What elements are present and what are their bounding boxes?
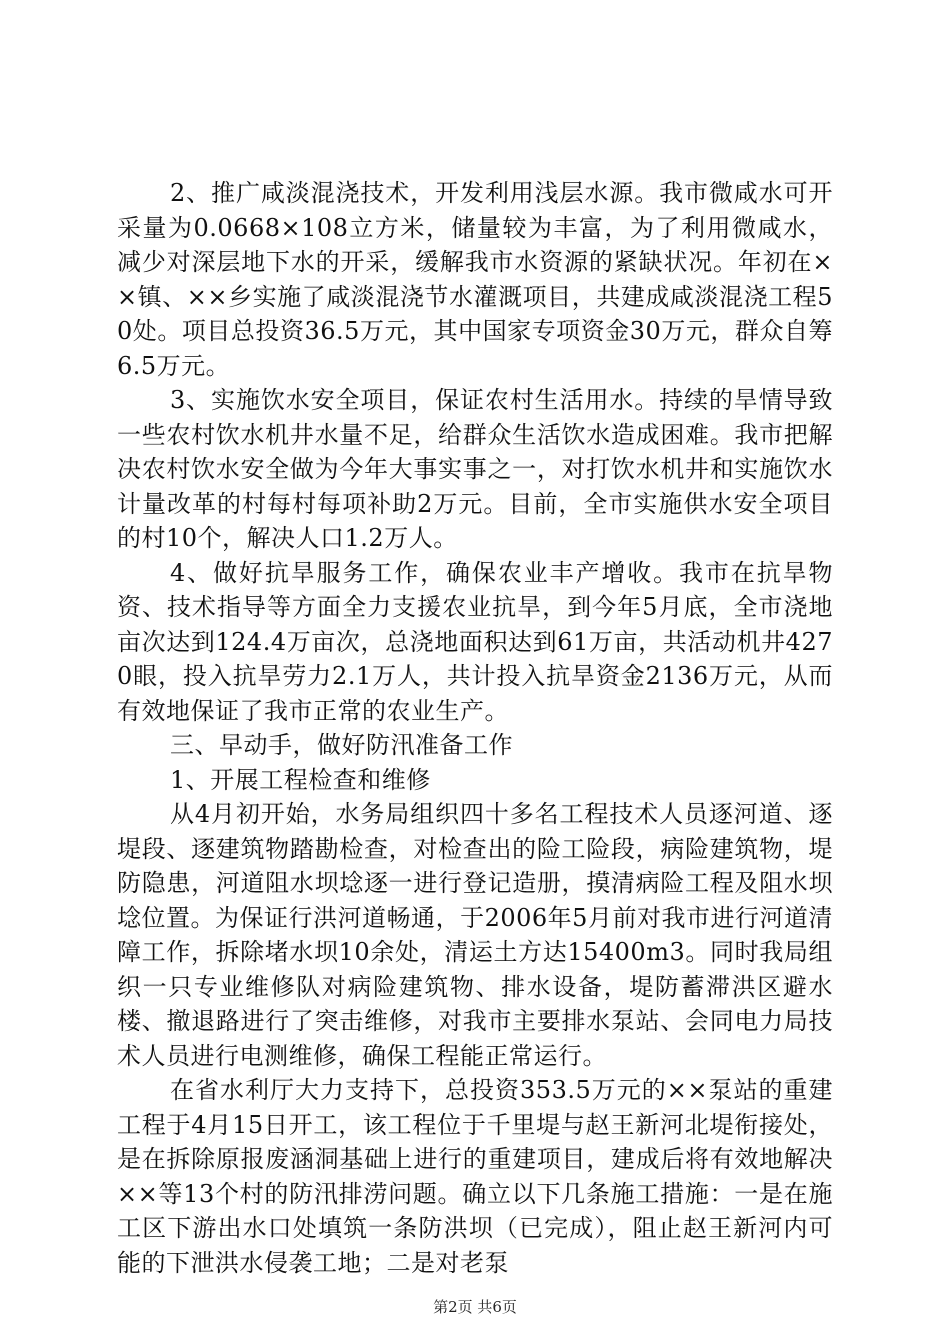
page-number-footer: 第2页 共6页 — [433, 1298, 517, 1316]
paragraph: 从4月初开始，水务局组织四十多名工程技术人员逐河道、逐堤段、逐建筑物踏勘检查，对检查出的险工险段，病险建筑物，堤防隐患，河道阻水坝埝逐一进行登记造册，摸清病险工程及阻水坝埝位置。为保证行洪河道畅通，于2006年5月前对我市进行河道清障工作，拆除堵水坝10余处，清运土方达15400m3。同时我局组织一只专业维修队对病险建筑物、排水设备，堤防蓄滞洪区避水楼、撤退路进行了突击维修，对我市主要排水泵站、会同电力局技术人员进行电测维修，确保工程能正常运行。 — [117, 800, 833, 1070]
section-heading: 三、早动手，做好防汛准备工作 — [170, 731, 513, 759]
subsection-heading: 1、开展工程检查和维修 — [170, 765, 431, 794]
paragraph: 4、做好抗旱服务工作，确保农业丰产增收。我市在抗旱物资、技术指导等方面全力支援农业抗旱，到今年5月底，全市浇地亩次达到124.4万亩次，总浇地面积达到61万亩，共活动机井4270眼，投入抗旱劳力2.1万人，共计投入抗旱资金2136万元，从而有效地保证了我市正常的农业生产。 — [117, 558, 833, 725]
paragraph: 在省水利厅大力支持下，总投资353.5万元的××泵站的重建工程于4月15日开工，该工程位于千里堤与赵王新河北堤衔接处，是在拆除原报废涵洞基础上进行的重建项目，建成后将有效地解决××等13个村的防汛排涝问题。确立以下几条施工措施：一是在施工区下游出水口处填筑一条防洪坝（已完成），阻止赵王新河内可能的下泄洪水侵袭工地；二是对老泵 — [117, 1076, 833, 1277]
paragraph: 2、推广咸淡混浇技术，开发利用浅层水源。我市微咸水可开采量为0.0668×108立方米，储量较为丰富，为了利用微咸水，减少对深层地下水的开采，缓解我市水资源的紧缺状况。年初在××镇、××乡实施了咸淡混浇节水灌溉项目，共建成咸淡混浇工程50处。项目总投资36.5万元，其中国家专项资金30万元，群众自筹6.5万元。 — [117, 179, 833, 380]
document-body — [117, 176, 833, 1280]
paragraph: 3、实施饮水安全项目，保证农村生活用水。持续的旱情导致一些农村饮水机井水量不足，给群众生活饮水造成困难。我市把解决农村饮水安全做为今年大事实事之一，对打饮水机井和实施饮水计量改革的村每村每项补助2万元。目前，全市实施供水安全项目的村10个，解决人口1.2万人。 — [117, 386, 833, 552]
